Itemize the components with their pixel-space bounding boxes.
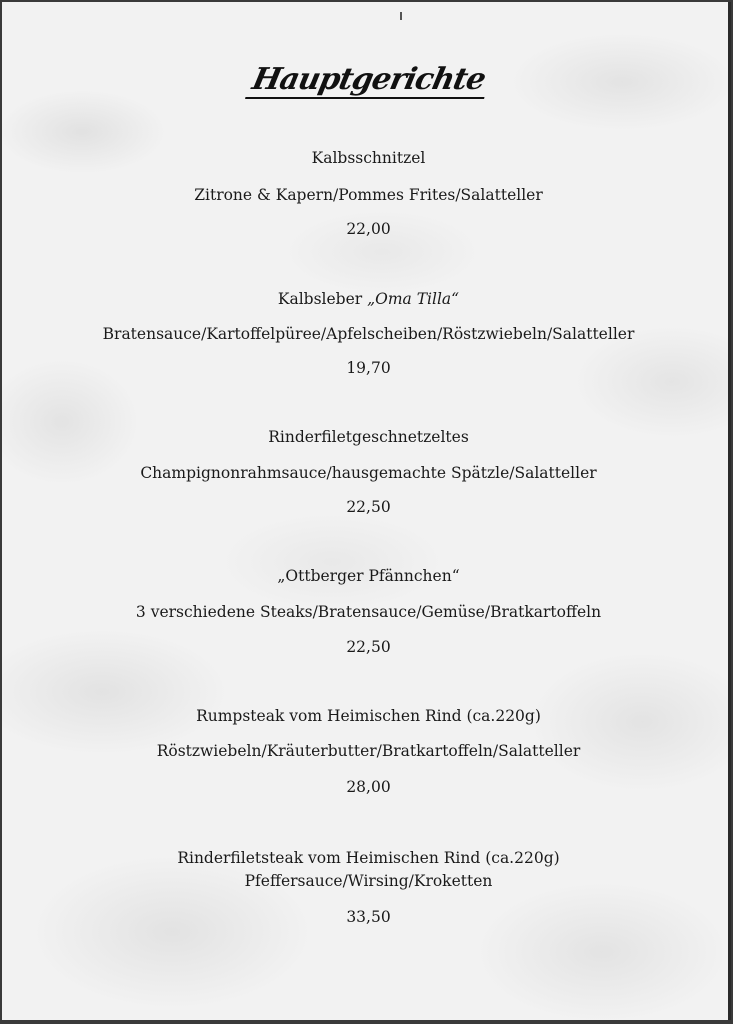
scan-mark <box>400 12 402 20</box>
menu-title <box>0 62 733 99</box>
dish-sides: Zitrone & Kapern/Pommes Frites/Salatteller <box>194 186 543 204</box>
dish-price: 19,70 <box>346 359 391 377</box>
dish-price: 22,50 <box>346 638 391 656</box>
dish-sides: Champignonrahmsauce/hausgemachte Spätzle/Salatteller <box>140 464 597 482</box>
dish-name <box>2 289 733 309</box>
dish-price: 33,50 <box>346 908 391 926</box>
menu-title-text: Hauptgerichte <box>245 65 492 99</box>
dish-name-quoted: „Oma Tilla“ <box>367 290 460 308</box>
dish-price: 22,00 <box>346 220 391 238</box>
dish-price: 22,50 <box>346 498 391 516</box>
dish-price: 28,00 <box>346 778 391 796</box>
dish-sides: Röstzwiebeln/Kräuterbutter/Bratkartoffeln/Salatteller <box>156 742 581 760</box>
dish-sides: Pfeffersauce/Wirsing/Kroketten <box>244 872 493 890</box>
dish-name: Rinderfiletgeschnetzeltes <box>268 428 469 446</box>
dish-name: Rinderfiletsteak vom Heimischen Rind (ca.220g) <box>177 849 560 867</box>
dish-name: Rumpsteak vom Heimischen Rind (ca.220g) <box>196 707 541 725</box>
dish-name: „Ottberger Pfännchen“ <box>277 567 460 585</box>
dish-sides: Bratensauce/Kartoffelpüree/Apfelscheiben/Röstzwiebeln/Salatteller <box>102 325 635 343</box>
dish-name-prefix: Kalbsleber <box>277 290 368 308</box>
menu-page <box>2 2 731 1020</box>
dish-name: Kalbsschnitzel <box>311 149 426 167</box>
dish-sides: 3 verschiedene Steaks/Bratensauce/Gemüse/Bratkartoffeln <box>135 603 602 621</box>
